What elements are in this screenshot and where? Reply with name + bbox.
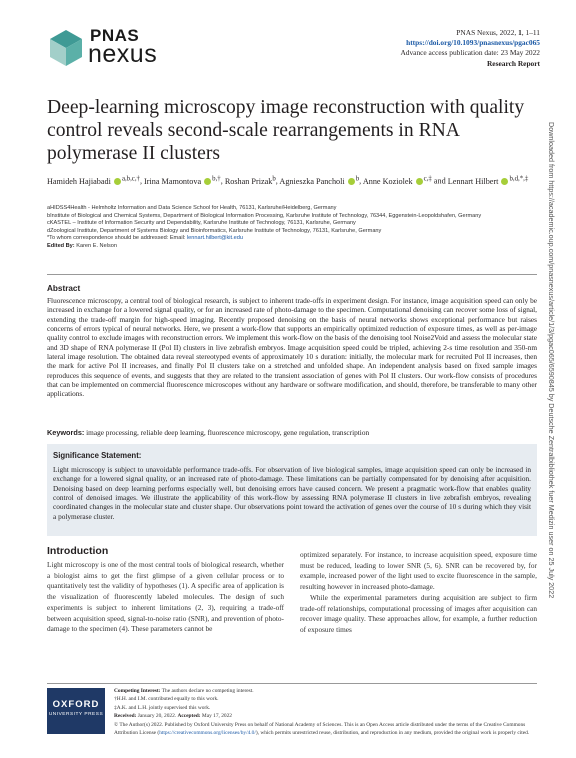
author[interactable]: Lennart Hilbert $^{b,d,*,\ddagger}$: [447, 175, 529, 186]
journal-logo: [46, 26, 216, 70]
competing-interest: Competing Interest: The authors declare no competing interest.: [114, 688, 254, 694]
orcid-icon[interactable]: [416, 178, 423, 185]
keywords: Keywords: image processing, reliable deep learning, fluorescence microscopy, gene regulation, transcription: [47, 428, 370, 437]
citation-line: PNAS Nexus, 2022, 1, 1–11: [456, 28, 540, 37]
license-link[interactable]: https://creativecommons.org/licenses/by/4.0/: [159, 730, 256, 737]
footnote: ‡A.K. and L.H. jointly supervised this work.: [114, 704, 211, 711]
logo-pnas-text: PNAS: [90, 26, 140, 45]
abstract-text: Fluorescence microscopy, a central tool of biological research, is subject to inherent trade-offs in experiment design. For instance, image acquisition speed can only be increased in exchange for a lowered signal quality, or for an increased rate of photo-damage to the specimen. Computational denoising can recover some loss of signal, extending the trade-off margin for high-speed imaging. Recently proposed denoising on the basis of neural networks shows exceptional performance but raises concerns of errors typical of neural networks. Here, we present a work-flow that supports an empirically optimized reduction of exposure times, as well as per-image quality control to exclude images with reconstruction errors. We implement this work-flow on the basis of the denoising tool Noise2Void and assess the molecular state and 3D shape of RNA polymerase II (Pol II) clusters in live zebrafish embryos. Image acquisition speed could be tripled, achieving 2-s time resolution and 350-nm lateral image resolution. The obtained data reveal stereotyped events of approximately 10 s duration: initially, the molecular mark for recruited Pol II increases, then the mark for active Pol II increases, and finally Pol II clusters take on a stretched and unfolded shape. An independent analysis based on fixed sample images reproduces this sequence of events, and suggests that they are related to the transient association of genes with Pol II clusters. Our work-flow consists of procedures that can be implemented on commercial fluorescence microscopes without any hardware or software modification, and should, therefore, be transferable to many other applications.: [47, 296, 537, 399]
author[interactable]: Irina Mamontova $^{b,\dagger}$: [144, 175, 221, 186]
footer-notes: [114, 687, 538, 737]
affiliation: bInstitute of Biological and Chemical Systems, Department of Biological Information Processing, Karlsruhe Institute of Technology, 76344, Eggenstein-Leopoldshafen, Germany: [47, 212, 482, 219]
copyright: © The Author(s) 2022. Published by Oxford University Press on behalf of National Academy of Sciences. This is an Open Access article distributed under the terms of the Creative Commons Attribution License (https://creativecommons.org/licenses/by/4.0/), which permits unrestricted reuse, distribution, and reproduction in any medium, provided the original work is properly cited.: [114, 721, 530, 737]
pnas-nexus-logo-icon: [46, 28, 86, 68]
doi-link[interactable]: https://doi.org/10.1093/pnasnexus/pgac065: [406, 38, 540, 47]
intro-paragraph: optimized separately. For instance, to increase acquisition speed, exposure time must be reduced, leading to lower SNR (5, 6). SNR can be recovered by, for example, increased power of the light used to excite fluorescence in the sample, resulting however in increased photo-damage.: [300, 550, 537, 592]
article-title: Deep-learning microscopy image reconstruction with quality control reveals second-scale rearrangements in RNA polymerase II clusters: [47, 97, 525, 164]
significance-box: [47, 444, 537, 536]
orcid-icon[interactable]: [204, 178, 211, 185]
article-type: Research Report: [486, 59, 540, 68]
orcid-icon[interactable]: [348, 178, 355, 185]
oup-logo-line1: OXFORD: [52, 699, 100, 710]
abstract-heading: Abstract: [47, 284, 81, 293]
significance-text: Light microscopy is subject to unavoidable performance trade-offs. For observation of live biological samples, image acquisition speed can only be increased in exchange for a lowered signal quality, or an increased rate of photo-damage. These limitations can be partially compensated for by denoising after acquisition. Denoising based on deep learning performs especially well, but denoising errors have caused concern. We present a pragmatic work-flow that enables quality control of denoised images. We illustrate the applicability of this work-flow by assessing RNA polymerase II clusters in live zebrafish embryos, revealing coordinated changes in the molecular state and cluster shape. Our observations point toward the activation of genes over the course of 10 s during which they visit a polymerase cluster.: [53, 465, 531, 521]
oup-logo: [47, 688, 105, 734]
logo-nexus-text: nexus: [88, 40, 158, 68]
introduction-heading: Introduction: [47, 545, 109, 557]
author-list: Hamideh Hajiabadi $^{a,b,c,\dagger}$, Irina Mamontova $^{b,\dagger}$, Roshan Prizak$^b$, Agnieszka Pancholi $^b$, Anne Koziolek $^{c,\ddagger}$ and Lennart Hilbert $^{b,d,*,\ddagger}$: [47, 175, 529, 186]
affiliations: [47, 205, 537, 251]
intro-column-left: Light microscopy is one of the most central tools of biological research, whether a biologist aims to get the first glimpse of a given cellular process or to quantitatively test the validity of hypotheses (1). A specific area of application is the visualization of fluorescently labeled molecules. The design of such experiments is subject to inherent limitations (2, 3), requiring a trade-off between acquisition speed, signal-to-noise ratio (SNR), and prevention of photo-damage to the specimen (4). These parameters cannot be: [47, 560, 284, 634]
affiliation: aHIDSS4Health - Helmholtz Information and Data Science School for Health, 76131, Karlsruhe/Heidelberg, Germany: [47, 205, 337, 211]
received-accepted: Received: January 20, 2022. Accepted: May 17, 2022: [114, 713, 232, 720]
intro-paragraph: While the experimental parameters during acquisition are subject to firm trade-off relationships, computational processing of images after acquisition can recover image quality. These approaches allow, for example, a further reduction of exposure times: [300, 592, 537, 634]
author[interactable]: Hamideh Hajiabadi $^{a,b,c,\dagger}$: [47, 175, 140, 186]
download-note-text: Downloaded from https://academic.oup.com/pnasnexus/article/1/3/pgac065/6590845 by Deutsche Zentralbibliothek fuer Medizin user on 25 July 2022: [547, 122, 556, 599]
correspondence-email-link[interactable]: lennart.hilbert@kit.edu: [186, 235, 243, 242]
divider: [47, 274, 537, 275]
footnote: †H.H. and I.M. contributed equally to this work.: [114, 696, 219, 703]
author[interactable]: Roshan Prizak$^b$: [224, 175, 276, 186]
affiliation: cKASTEL – Institute of Information Security and Dependability, Karlsruhe Institute of Technology, 76131, Karlsruhe, Germany: [47, 220, 356, 227]
correspondence: *To whom correspondence should be addressed: Email: lennart.hilbert@kit.edu: [47, 235, 243, 242]
footer-divider: [47, 683, 537, 684]
orcid-icon[interactable]: [501, 178, 508, 185]
orcid-icon[interactable]: [114, 178, 121, 185]
significance-heading: Significance Statement:: [53, 451, 142, 460]
download-note: [546, 122, 556, 682]
author[interactable]: Agnieszka Pancholi $^b$: [279, 175, 360, 186]
oup-logo-line2: UNIVERSITY PRESS: [48, 712, 104, 717]
edited-by: Edited By: Karen E. Nelson: [47, 242, 117, 249]
author[interactable]: Anne Koziolek $^{c,\ddagger}$: [362, 175, 432, 186]
intro-column-right: [300, 550, 537, 636]
affiliation: dZoological Institute, Department of Systems Biology and Bioinformatics, Karlsruhe Institute of Technology, 76131, Karlsruhe, Germany: [47, 227, 382, 234]
advance-access-date: Advance access publication date: 23 May 2022: [400, 48, 540, 57]
